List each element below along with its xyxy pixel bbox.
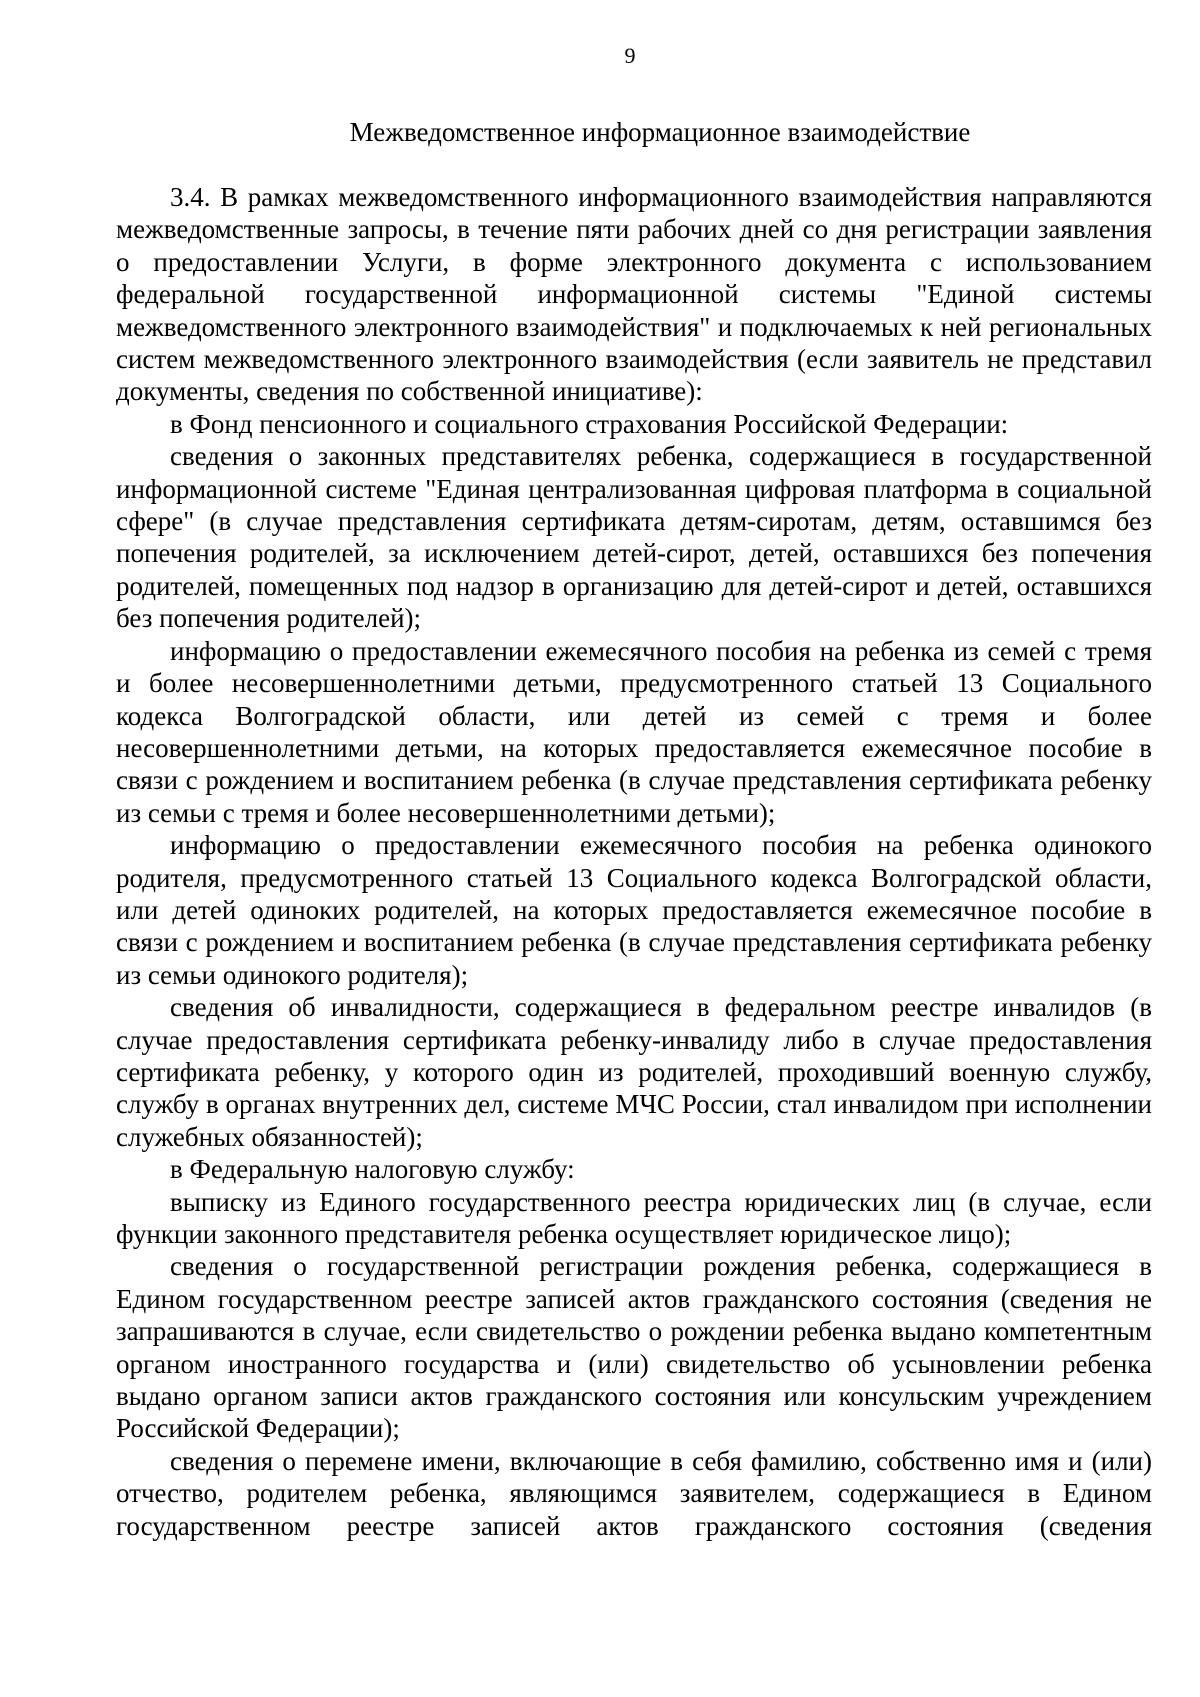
paragraph-disability-info: сведения об инвалидности, содержащиеся в федеральном реестре инвалидов (в случае предоставления сертификата ребенку-инвалиду либо в случае предоставления сертификата ребенку, у которого один из родителей, проходивший военную службу, службу в органах внутренних дел, системе МЧС России, стал инвалидом при исполнении служебных обязанностей); xyxy=(116,992,1152,1152)
paragraph-birth-registration: сведения о государственной регистрации рождения ребенка, содержащиеся в Едином государственном реестре записей актов гражданского состояния (сведения не запрашиваются в случае, если свидетельство о рождении ребенка выдано компетентным органом иностранного государства и (или) свидетельство об усыновлении ребенка выдано органом записи актов гражданского состояния или консульским учреждением Российской Федерации); xyxy=(116,1251,1152,1444)
paragraph-large-family-allowance: информацию о предоставлении ежемесячного пособия на ребенка из семей с тремя и более несовершеннолетними детьми, предусмотренного статьей 13 Социального кодекса Волгоградской области, или детей из семей с тремя и более несовершеннолетними детьми, на которых предоставляется ежемесячное пособие в связи с рождением и воспитанием ребенка (в случае представления сертификата ребенку из семьи с тремя и более несовершеннолетними детьми); xyxy=(116,635,1152,828)
paragraph-tax-service: в Федеральную налоговую службу: xyxy=(170,1154,575,1185)
paragraph-legal-representatives: сведения о законных представителях ребенка, содержащиеся в государственной информационной системе "Единая централизованная цифровая платформа в социальной сфере" (в случае представления сертификата детям-сиротам, детям, оставшимся без попечения родителей, за исключением детей-сирот, детей, оставшихся без попечения родителей, помещенных под надзор в организацию для детей-сирот и детей, оставшихся без попечения родителей); xyxy=(116,441,1152,634)
paragraph-name-change: сведения о перемене имени, включающие в себя фамилию, собственно имя и (или) отчество, родителем ребенка, являющимся заявителем, содержащиеся в Едином государственном реестре записей актов гражданского состояния (сведения xyxy=(116,1445,1152,1541)
document-body xyxy=(116,181,1152,1542)
paragraph-single-parent-allowance: информацию о предоставлении ежемесячного пособия на ребенка одинокого родителя, предусмотренного статьей 13 Социального кодекса Волгоградской области, или детей одиноких родителей, на которых предоставляется ежемесячное пособие в связи с рождением и воспитанием ребенка (в случае представления сертификата ребенку из семьи одинокого родителя); xyxy=(116,830,1152,990)
page-number: 9 xyxy=(624,43,636,68)
section-title: Межведомственное информационное взаимодействие xyxy=(349,117,971,147)
paragraph-pension-fund: в Фонд пенсионного и социального страхования Российской Федерации: xyxy=(170,408,1009,439)
paragraph-legal-entities-extract: выписку из Единого государственного реестра юридических лиц (в случае, если функции законного представителя ребенка осуществляет юридическое лицо); xyxy=(116,1186,1152,1249)
paragraph-3-4-intro: 3.4. В рамках межведомственного информационного взаимодействия направляются межведомственные запросы, в течение пяти рабочих дней со дня регистрации заявления о предоставлении Услуги, в форме электронного документа с использованием федеральной государственной информационной системы "Единой системы межведомственного электронного взаимодействия" и подключаемых к ней региональных систем межведомственного электронного взаимодействия (если заявитель не представил документы, сведения по собственной инициативе): xyxy=(116,182,1152,407)
